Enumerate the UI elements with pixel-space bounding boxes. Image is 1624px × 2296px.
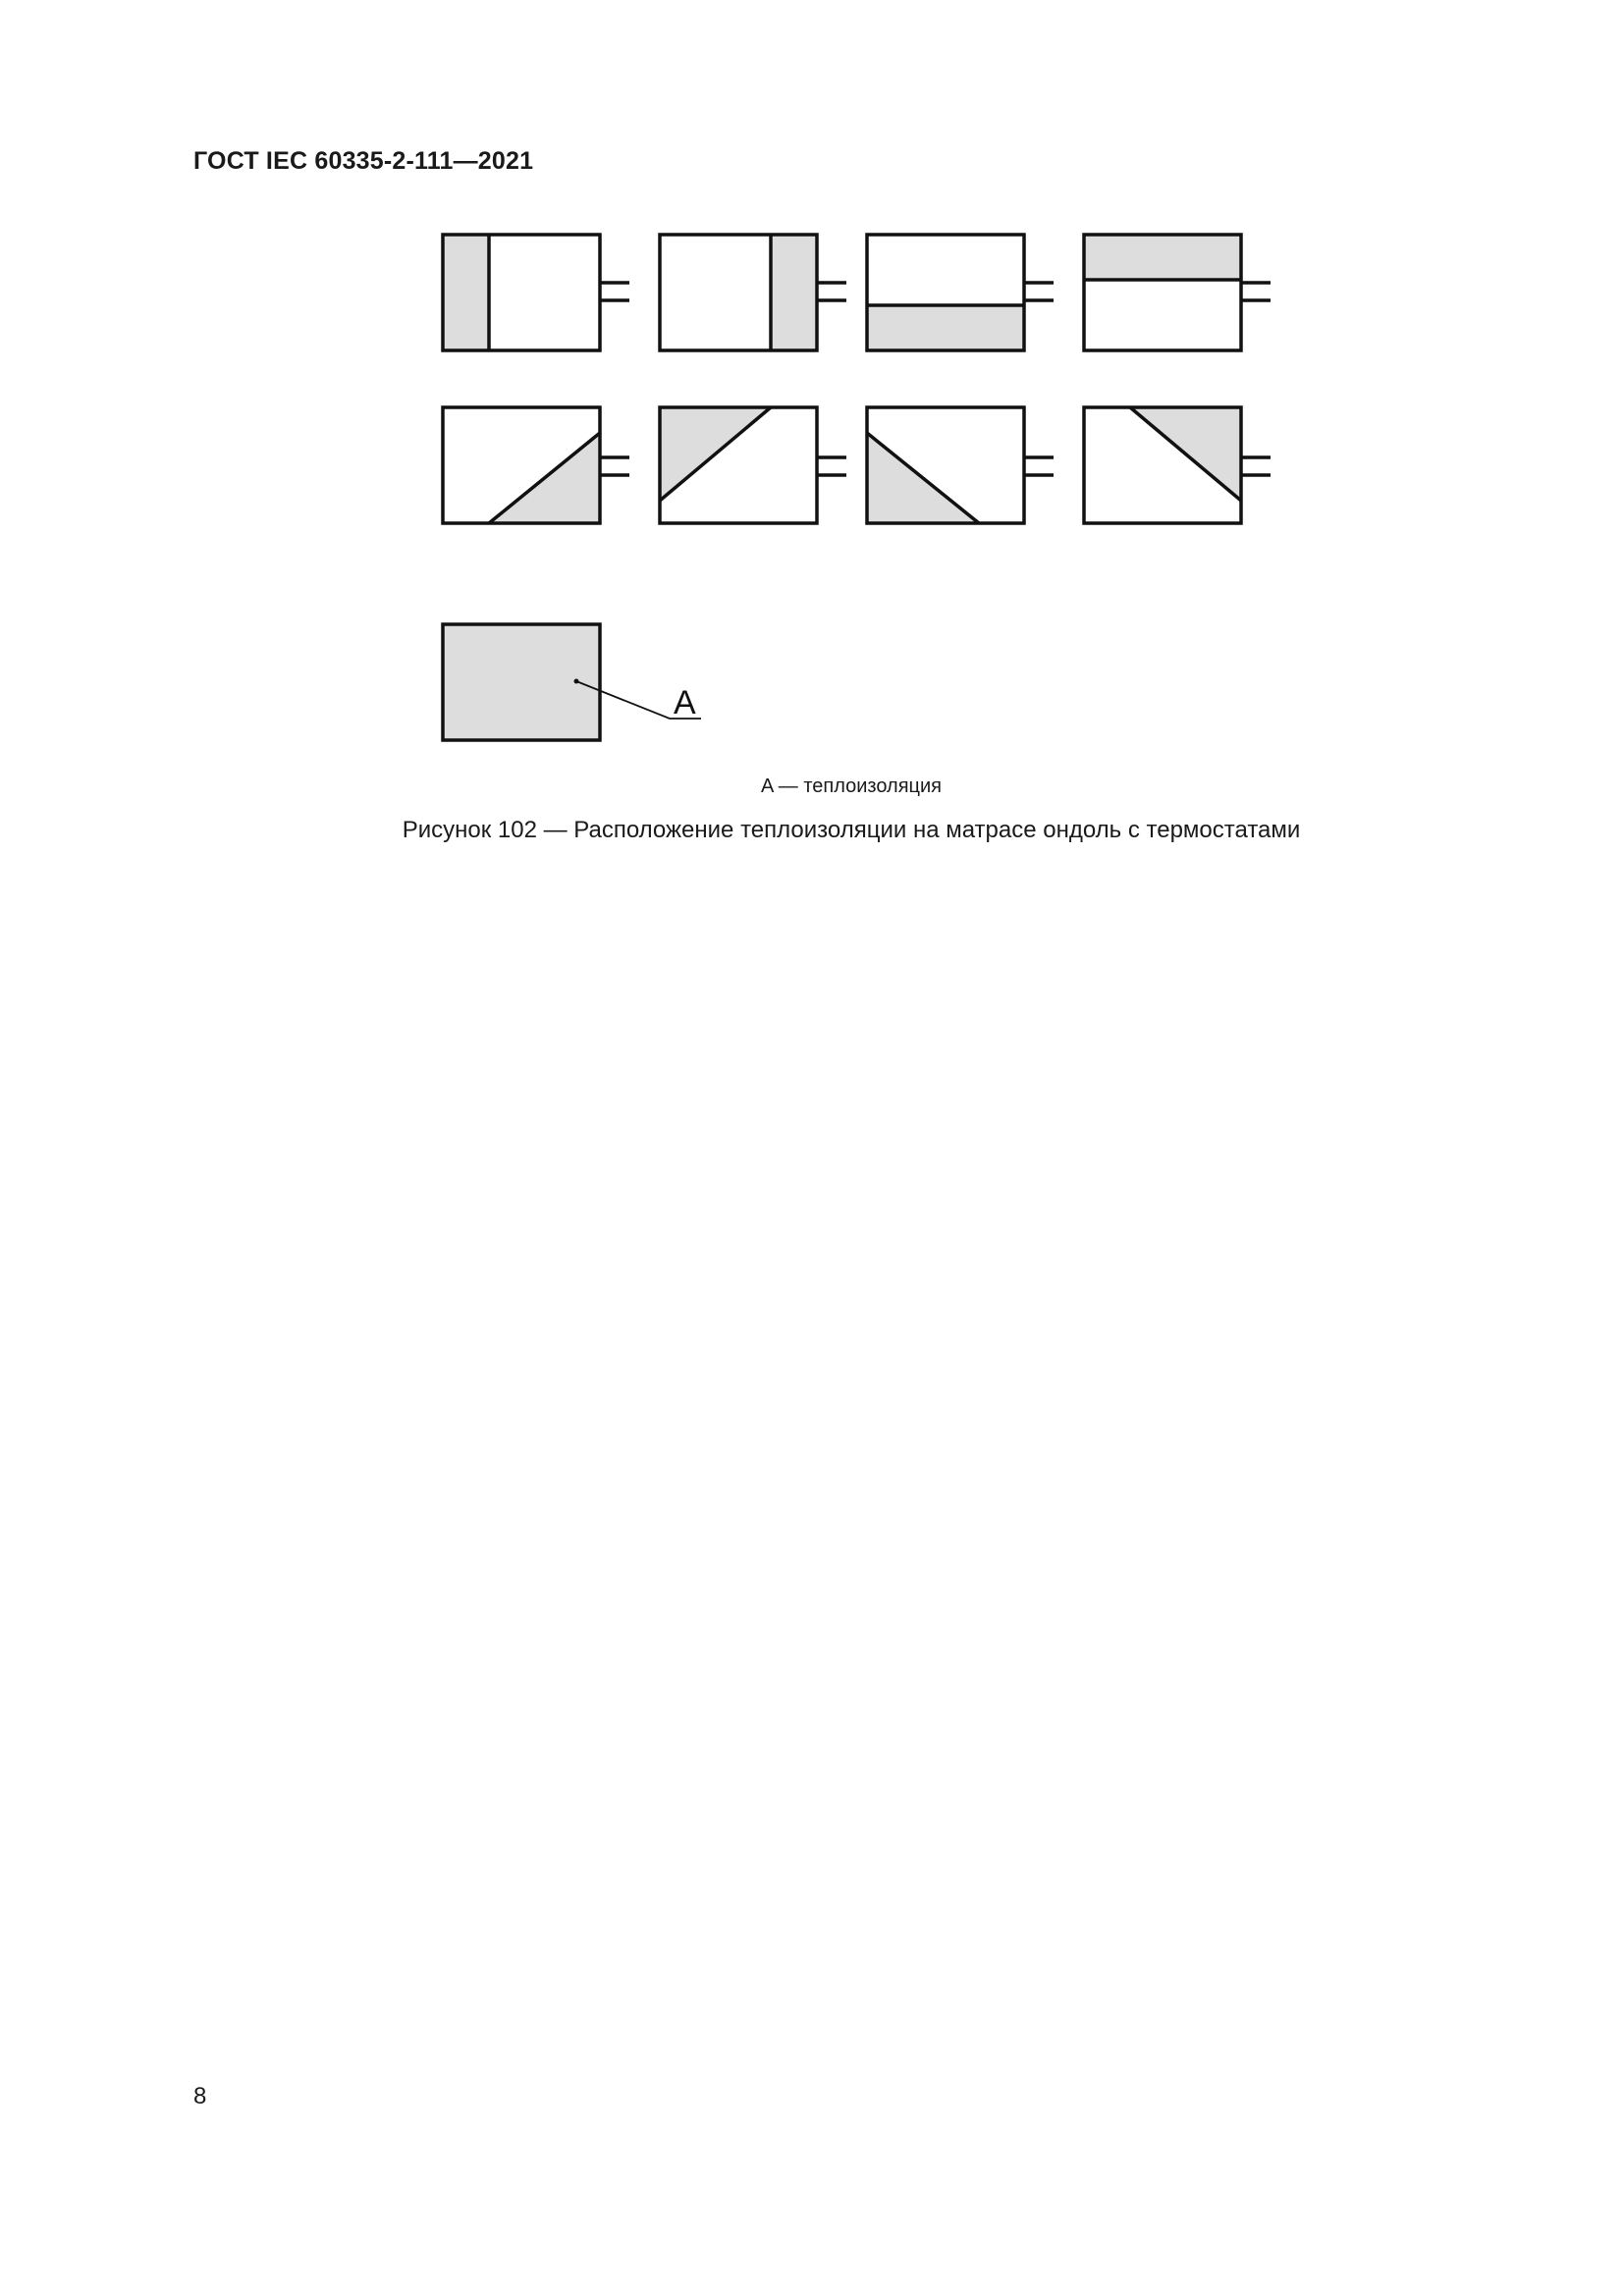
mat-diagram-right-strip <box>660 235 846 350</box>
page-number: 8 <box>193 2083 207 2109</box>
mat-diagram-bottom-strip <box>867 235 1054 350</box>
callout-label-a: A <box>674 684 696 721</box>
insulation-area <box>867 305 1024 350</box>
figure-legend: A — теплоизоляция <box>760 775 942 797</box>
mat-diagram-top-strip <box>1084 235 1271 350</box>
mat-diagram-top-left-triangle <box>660 407 846 523</box>
mat-diagram-bottom-right-triangle <box>443 407 629 523</box>
insulation-key <box>443 624 701 740</box>
insulation-area <box>1084 235 1241 280</box>
mat-diagram-left-strip <box>443 235 629 350</box>
insulation-area <box>443 235 489 350</box>
mat-diagram-top-right-triangle <box>1084 407 1271 523</box>
insulation-area <box>771 235 817 350</box>
figure-caption: Рисунок 102 — Расположение теплоизоляции на матрасе ондоль с термостатами <box>402 817 1301 843</box>
mat-diagram-bottom-left-triangle <box>867 407 1054 523</box>
standard-designation: ГОСТ IEC 60335-2-111—2021 <box>193 147 534 175</box>
